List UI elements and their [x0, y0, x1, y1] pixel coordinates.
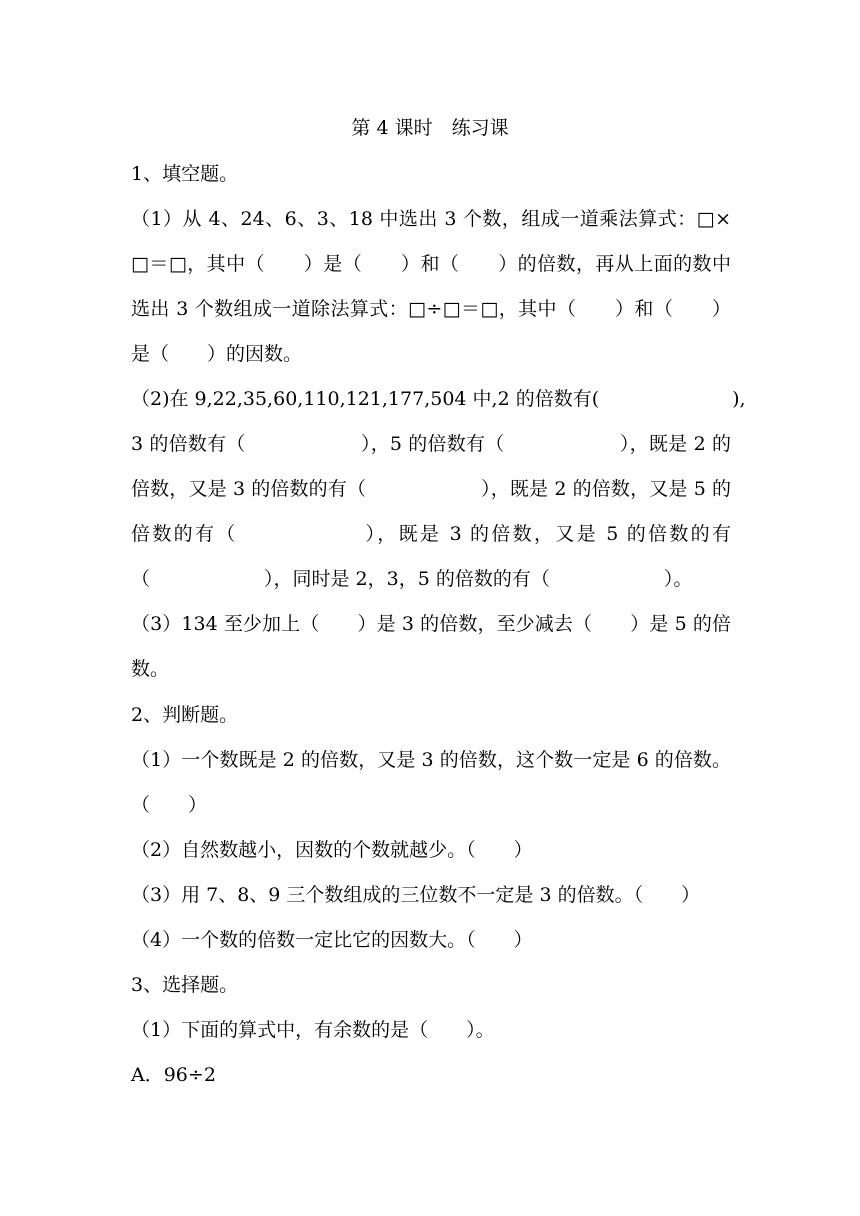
- question-line: （1）一个数既是 2 的倍数，又是 3 的倍数，这个数一定是 6 的倍数。: [131, 749, 731, 771]
- section-heading-multiple-choice: 3、选择题。: [131, 974, 239, 996]
- section-heading-fill-blank: 1、填空题。: [131, 163, 239, 185]
- question-line: （ ），同时是 2，3，5 的倍数的有（ ）。: [131, 568, 693, 590]
- question-line: 3 的倍数有（ ），5 的倍数有（ ），既是 2 的: [131, 433, 731, 455]
- question-line: （2）自然数越小，因数的个数就越少。（ ）: [131, 839, 533, 861]
- question-line: 倍数，又是 3 的倍数的有（ ），既是 2 的倍数，又是 5 的: [131, 478, 731, 500]
- question-line: （1）从 4、24、6、3、18 中选出 3 个数，组成一道乘法算式：□×: [131, 208, 731, 230]
- question-line: 数。: [131, 658, 170, 680]
- question-line: （2)在 9,22,35,60,110,121,177,504 中,2 的倍数有( ),: [131, 388, 746, 410]
- question-line: （3）用 7、8、9 三个数组成的三位数不一定是 3 的倍数。（ ）: [131, 884, 701, 906]
- section-heading-true-false: 2、判断题。: [131, 704, 239, 726]
- question-line: （4）一个数的倍数一定比它的因数大。（ ）: [131, 929, 533, 951]
- question-line: 倍数的有（ ），既是 3 的倍数，又是 5 的倍数的有: [131, 523, 731, 545]
- page-title: 第 4 课时 练习课: [351, 117, 509, 139]
- question-line: （3）134 至少加上（ ）是 3 的倍数，至少减去（ ）是 5 的倍: [131, 613, 731, 635]
- question-line: □＝□，其中（ ）是（ ）和（ ）的倍数，再从上面的数中: [131, 253, 731, 275]
- question-line: 选出 3 个数组成一道除法算式：□÷□＝□，其中（ ）和（ ）: [131, 298, 731, 320]
- question-line: （1）下面的算式中，有余数的是（ ）。: [131, 1019, 495, 1041]
- answer-option: A．96÷2: [131, 1064, 216, 1086]
- question-line: 是（ ）的因数。: [131, 343, 303, 365]
- question-line: （ ）: [131, 794, 208, 816]
